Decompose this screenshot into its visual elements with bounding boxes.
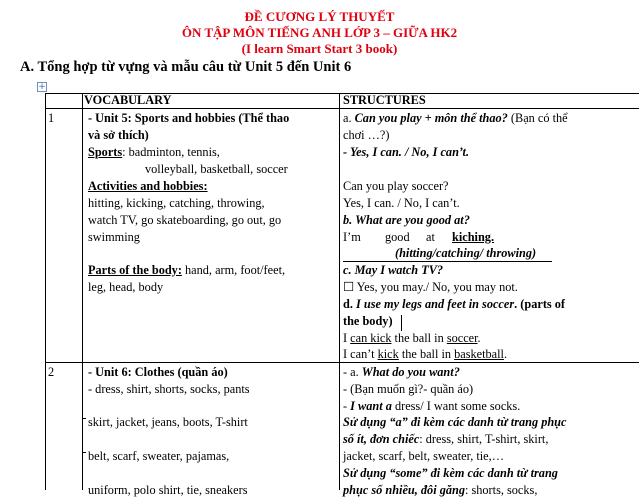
structure-d-note: . (parts of <box>514 297 566 311</box>
structure-e2-sport: basketball <box>454 347 504 361</box>
usage-a-label: số ít, đơn chiếc <box>343 432 420 446</box>
structure2-a-question: What do you want? <box>361 365 460 379</box>
structure-b-example-b: good <box>385 230 410 244</box>
unit5-title-cont: và sở thích) <box>88 128 149 142</box>
structure-a-translation-cont: chơi …?) <box>343 128 390 142</box>
table-border-row1 <box>45 362 639 363</box>
structure-c: c. May I watch TV? <box>343 263 444 277</box>
usage-some-line2 <box>343 482 537 499</box>
clothes-line2: skirt, jacket, jeans, boots, T-shirt <box>88 415 248 429</box>
structure2-a-answer-rest: dress/ I want some socks. <box>391 399 521 413</box>
doc-title-line3: (I learn Smart Start 3 book) <box>241 41 398 56</box>
structure-b: b. What are you good at? <box>343 213 470 227</box>
activities-label: Activities and hobbies: <box>88 179 208 193</box>
row-number: 1 <box>48 111 55 125</box>
structure-e2 <box>343 346 507 363</box>
usage-some-line1: Sử dụng “some” đi kèm các danh từ trang <box>343 466 558 480</box>
tab-mark <box>82 452 86 453</box>
structure-e1-pre: I <box>343 331 351 345</box>
structure2-a-translation: - (Bạn muốn gì?- quần áo) <box>343 382 474 396</box>
structure-e1-verb: can kick <box>350 331 392 345</box>
usage-some-label: phục số nhiều, đôi găng <box>343 483 465 497</box>
structure2-a-prefix: - a. <box>343 365 362 379</box>
structure2-a-answer-prefix: - <box>343 399 351 413</box>
structure-c-answer: ☐ Yes, you may./ No, you may not. <box>343 280 518 294</box>
activities-line3: swimming <box>88 230 140 244</box>
structure-d-prefix: d. <box>343 297 356 311</box>
structure2-a-answer <box>343 398 520 415</box>
body-parts-label: Parts of the body: <box>88 263 182 277</box>
section-letter: A. <box>20 59 35 75</box>
structure-b-example-c: at <box>426 230 435 244</box>
body-parts-items: hand, arm, foot/feet, <box>181 263 286 277</box>
structure-b-example-d: kiching. <box>452 230 495 244</box>
sports-label: Sports <box>88 145 123 159</box>
text-cursor <box>401 315 402 331</box>
clothes-line3: belt, scarf, sweater, pajamas, <box>88 449 230 463</box>
usage-a-line2 <box>343 431 548 448</box>
structure-a <box>343 110 568 127</box>
table-border-left <box>45 93 46 490</box>
structure-e2-mid: the ball in <box>398 347 455 361</box>
activities-line1: hitting, kicking, catching, throwing, <box>88 196 265 210</box>
structure2-a-answer-bold: I want a <box>350 399 392 413</box>
col-header-vocabulary: VOCABULARY <box>84 93 172 107</box>
body-parts-cont: leg, head, body <box>88 280 164 294</box>
structure-a-answer: - Yes, I can. / No, I can’t. <box>343 145 470 159</box>
doc-title-line1: ĐỀ CƯƠNG LÝ THUYẾT <box>244 9 395 24</box>
activities-line2: watch TV, go skateboarding, go out, go <box>88 213 282 227</box>
structure-d-sentence: I use my legs and feet in soccer <box>356 297 515 311</box>
structure-e1-sport: soccer <box>446 331 478 345</box>
structure-e2-end: . <box>503 347 508 361</box>
structure-b-alternatives: (hitting/catching/ throwing) <box>395 246 537 260</box>
section-title: Tổng hợp từ vựng và mẫu câu từ Unit 5 đến Unit 6 <box>37 59 352 75</box>
sports-line <box>88 144 220 161</box>
row-number: 2 <box>48 365 55 379</box>
structure-e1 <box>343 330 481 347</box>
usage-a-items: : dress, shirt, T-shirt, skirt, <box>419 432 549 446</box>
tab-mark <box>82 418 86 419</box>
col-header-structures: STRUCTURES <box>343 93 426 107</box>
structure-a-translation: (Bạn có thể <box>507 111 568 125</box>
usage-a-line3: jacket, scarf, belt, sweater, tie,… <box>343 449 505 463</box>
table-border-col2 <box>339 93 340 490</box>
clothes-line4: uniform, polo shirt, tie, sneakers <box>88 483 248 497</box>
usage-a-line1: Sử dụng “a” đi kèm các danh từ trang phục <box>343 415 567 429</box>
example-answer: Yes, I can. / No, I can’t. <box>343 196 460 210</box>
section-heading <box>20 59 351 76</box>
structure-e2-verb: kick <box>377 347 399 361</box>
example-question: Can you play soccer? <box>343 179 449 193</box>
structure-b-example-a: I’m <box>343 230 361 244</box>
doc-title-line2: ÔN TẬP MÔN TIẾNG ANH LỚP 3 – GIỮA HK2 <box>181 25 458 40</box>
move-handle-icon[interactable]: + <box>38 81 46 92</box>
structure-e1-end: . <box>477 331 481 345</box>
structure-a-question: Can you play + môn thể thao? <box>354 111 508 125</box>
unit5-title: - Unit 5: Sports and hobbies (Thể thao <box>88 111 290 125</box>
structure-d-note-cont: the body) <box>343 314 393 328</box>
structure-d <box>343 296 565 313</box>
structure-a-prefix: a. <box>343 111 355 125</box>
sports-items: : badminton, tennis, <box>122 145 220 159</box>
table-border-col1 <box>82 93 83 490</box>
structure-e1-mid: the ball in <box>391 331 447 345</box>
clothes-line1: - dress, shirt, shorts, socks, pants <box>88 382 250 396</box>
body-parts-line <box>88 262 285 279</box>
unit6-title: - Unit 6: Clothes (quần áo) <box>88 365 228 379</box>
structure2-a <box>343 364 460 381</box>
structure-e2-pre: I can’t <box>343 347 378 361</box>
usage-some-items: : shorts, socks, <box>464 483 538 497</box>
sports-items-cont: volleyball, basketball, soccer <box>145 162 288 176</box>
